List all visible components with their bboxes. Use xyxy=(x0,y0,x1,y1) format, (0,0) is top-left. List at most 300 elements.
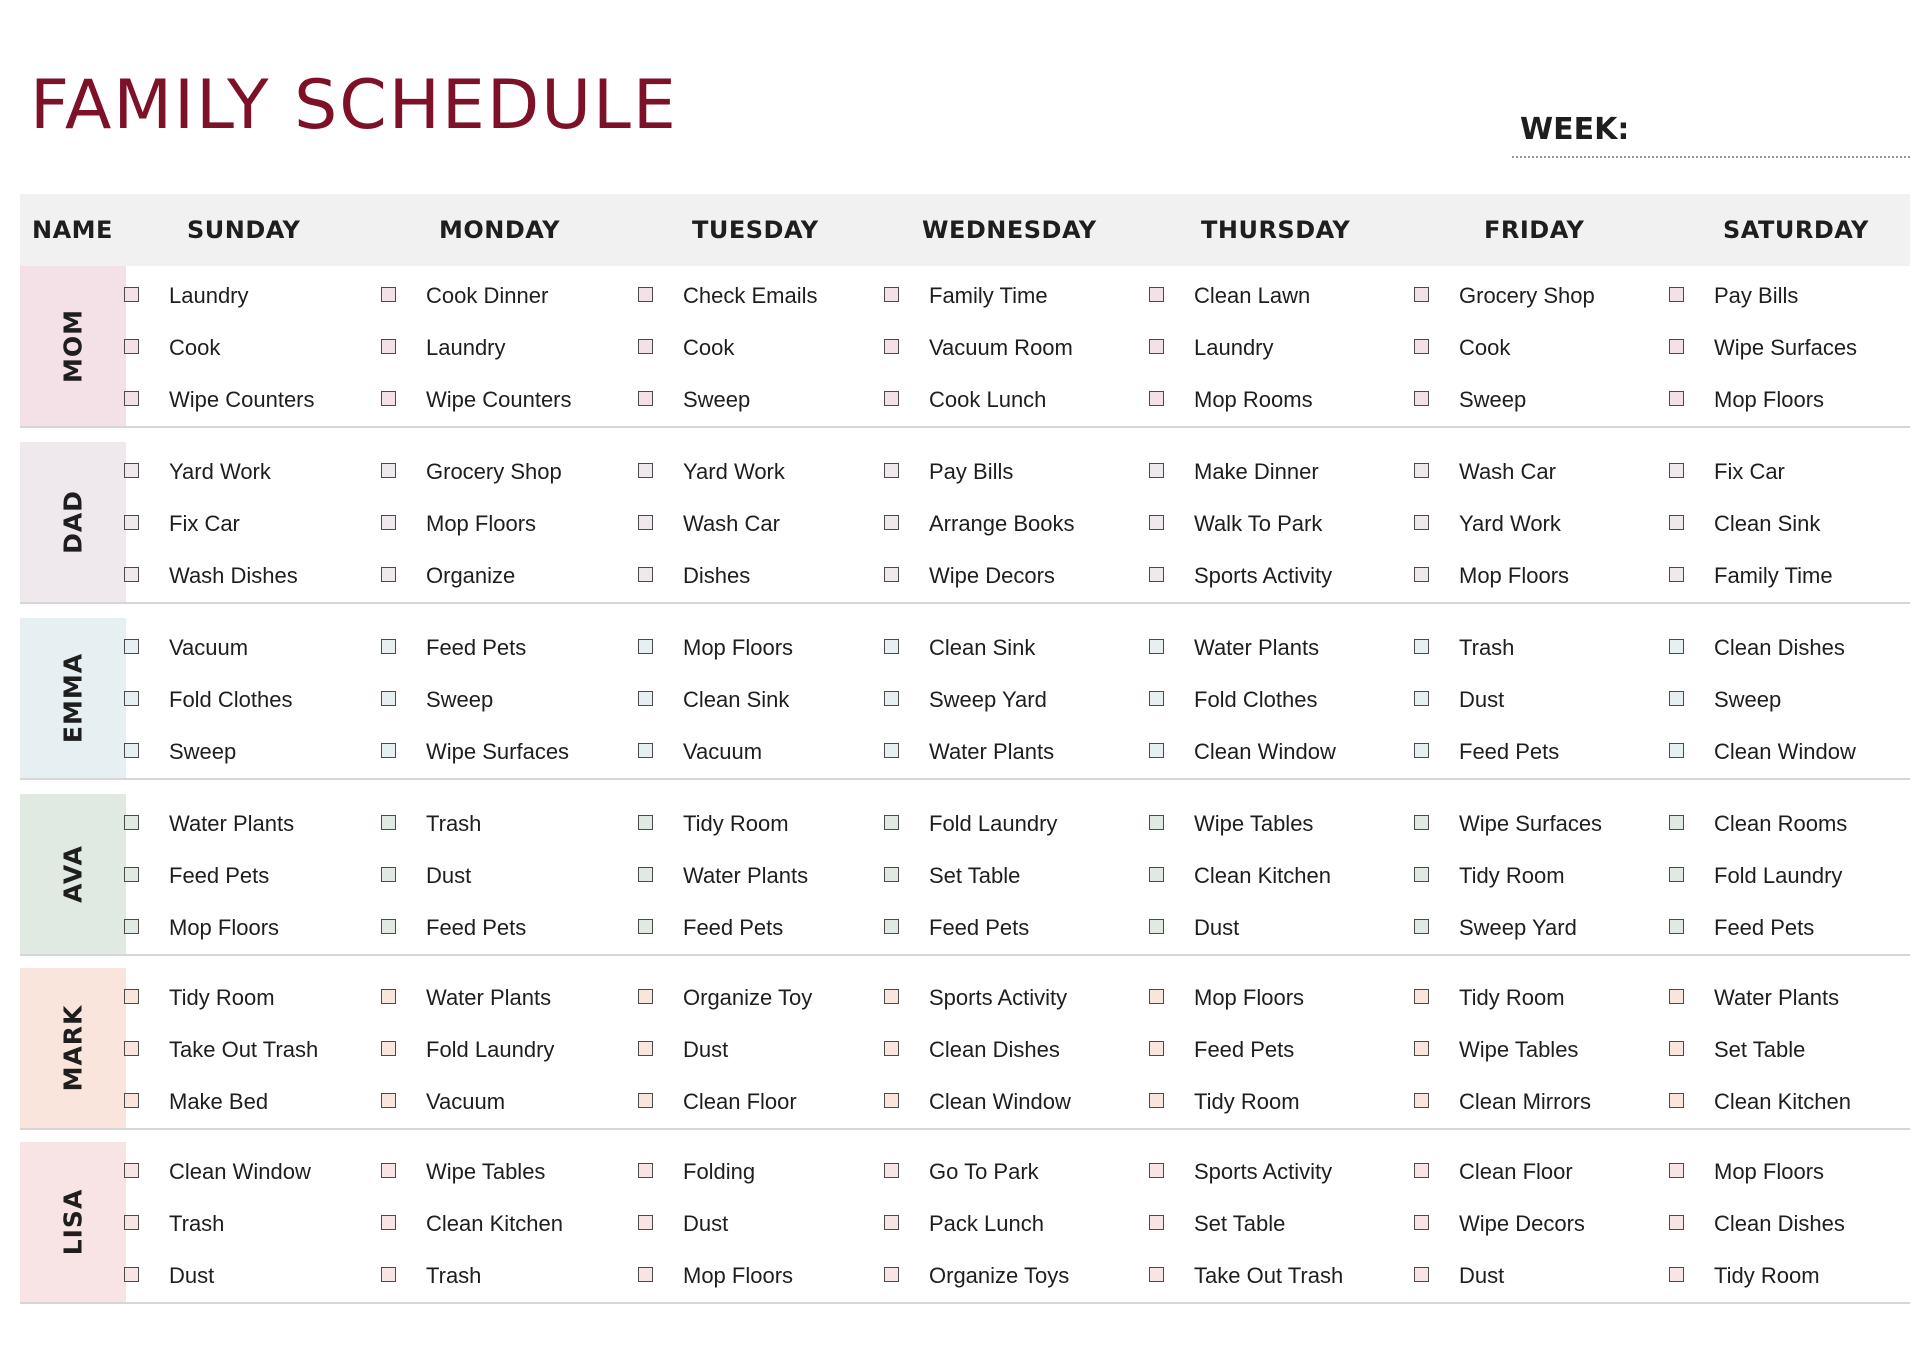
task-checkbox[interactable] xyxy=(638,743,653,758)
task-checkbox[interactable] xyxy=(124,989,139,1004)
task-item-sunday xyxy=(124,798,294,850)
task-checkbox[interactable] xyxy=(1414,515,1429,530)
task-checkbox[interactable] xyxy=(381,1215,396,1230)
task-checkbox[interactable] xyxy=(1149,1215,1164,1230)
task-checkbox[interactable] xyxy=(1669,1093,1684,1108)
task-label: Wipe Decors xyxy=(1459,1211,1585,1236)
task-item-monday xyxy=(381,1250,481,1302)
task-checkbox[interactable] xyxy=(1414,691,1429,706)
task-label: Wipe Counters xyxy=(169,387,315,412)
task-item-friday xyxy=(1414,972,1565,1024)
task-label: Arrange Books xyxy=(929,511,1075,536)
task-label: Clean Sink xyxy=(1714,511,1821,536)
task-checkbox[interactable] xyxy=(124,567,139,582)
task-item-tuesday xyxy=(638,1024,728,1076)
task-checkbox[interactable] xyxy=(884,639,899,654)
task-checkbox[interactable] xyxy=(884,691,899,706)
task-item-friday xyxy=(1414,1198,1585,1250)
task-item-friday xyxy=(1414,902,1577,954)
task-item-monday xyxy=(381,850,471,902)
task-label: Set Table xyxy=(1194,1211,1286,1236)
task-checkbox[interactable] xyxy=(1669,463,1684,478)
task-item-saturday xyxy=(1669,1146,1824,1198)
header-name: NAME xyxy=(32,216,113,244)
task-checkbox[interactable] xyxy=(884,515,899,530)
task-label: Make Dinner xyxy=(1194,459,1319,484)
task-checkbox[interactable] xyxy=(884,567,899,582)
task-checkbox[interactable] xyxy=(1149,1093,1164,1108)
task-item-saturday xyxy=(1669,674,1781,726)
task-item-wednesday xyxy=(884,1024,1060,1076)
person-name: DAD xyxy=(58,490,88,554)
task-checkbox[interactable] xyxy=(381,1163,396,1178)
task-item-saturday xyxy=(1669,798,1847,850)
task-checkbox[interactable] xyxy=(1149,515,1164,530)
task-label: Laundry xyxy=(1194,335,1274,360)
task-checkbox[interactable] xyxy=(381,989,396,1004)
task-item-sunday xyxy=(124,322,220,374)
task-label: Yard Work xyxy=(169,459,271,484)
task-checkbox[interactable] xyxy=(638,339,653,354)
header-saturday: SATURDAY xyxy=(1723,216,1869,244)
task-label: Clean Mirrors xyxy=(1459,1089,1592,1114)
task-item-tuesday xyxy=(638,550,750,602)
task-item-monday xyxy=(381,1198,563,1250)
task-item-tuesday xyxy=(638,1146,755,1198)
task-item-wednesday xyxy=(884,674,1047,726)
task-checkbox[interactable] xyxy=(884,339,899,354)
task-label: Trash xyxy=(426,1263,482,1288)
task-item-sunday xyxy=(124,674,293,726)
task-checkbox[interactable] xyxy=(124,1163,139,1178)
task-checkbox[interactable] xyxy=(124,1267,139,1282)
task-item-tuesday xyxy=(638,798,789,850)
person-row-lisa xyxy=(20,1142,1910,1304)
task-checkbox[interactable] xyxy=(1669,515,1684,530)
task-label: Make Bed xyxy=(169,1089,269,1114)
task-item-monday xyxy=(381,1024,554,1076)
task-item-saturday xyxy=(1669,1024,1805,1076)
task-item-friday xyxy=(1414,674,1504,726)
task-checkbox[interactable] xyxy=(638,1041,653,1056)
person-name: MARK xyxy=(58,1004,88,1092)
task-label: Fold Laundry xyxy=(426,1037,555,1062)
task-checkbox[interactable] xyxy=(124,1041,139,1056)
task-checkbox[interactable] xyxy=(884,1163,899,1178)
task-item-wednesday xyxy=(884,270,1048,322)
task-checkbox[interactable] xyxy=(1669,1267,1684,1282)
task-item-tuesday xyxy=(638,498,780,550)
task-checkbox[interactable] xyxy=(1414,339,1429,354)
task-label: Cook xyxy=(169,335,221,360)
task-checkbox[interactable] xyxy=(884,989,899,1004)
task-checkbox[interactable] xyxy=(381,867,396,882)
task-checkbox[interactable] xyxy=(638,1215,653,1230)
task-checkbox[interactable] xyxy=(124,639,139,654)
task-item-friday xyxy=(1414,322,1510,374)
task-checkbox[interactable] xyxy=(1669,867,1684,882)
task-checkbox[interactable] xyxy=(638,867,653,882)
task-item-sunday xyxy=(124,850,269,902)
task-checkbox[interactable] xyxy=(381,287,396,302)
task-item-sunday xyxy=(124,446,271,498)
task-label: Wash Dishes xyxy=(169,563,298,588)
task-label: Organize Toys xyxy=(929,1263,1070,1288)
task-checkbox[interactable] xyxy=(638,287,653,302)
task-item-thursday xyxy=(1149,1076,1300,1128)
task-checkbox[interactable] xyxy=(884,1041,899,1056)
task-checkbox[interactable] xyxy=(1149,919,1164,934)
task-item-friday xyxy=(1414,270,1595,322)
task-label: Clean Sink xyxy=(683,687,790,712)
person-name: MOM xyxy=(58,308,88,384)
task-checkbox[interactable] xyxy=(638,1267,653,1282)
task-checkbox[interactable] xyxy=(1669,919,1684,934)
task-item-tuesday xyxy=(638,1250,793,1302)
task-label: Laundry xyxy=(169,283,249,308)
task-label: Sweep Yard xyxy=(929,687,1047,712)
task-checkbox[interactable] xyxy=(1669,567,1684,582)
name-cell xyxy=(20,794,126,954)
header-monday: MONDAY xyxy=(439,216,560,244)
task-checkbox[interactable] xyxy=(1669,1215,1684,1230)
task-item-tuesday xyxy=(638,322,734,374)
task-item-friday xyxy=(1414,446,1556,498)
task-item-tuesday xyxy=(638,850,808,902)
task-item-saturday xyxy=(1669,902,1814,954)
task-label: Sweep xyxy=(1459,387,1527,412)
week-field[interactable] xyxy=(1512,112,1910,158)
task-item-wednesday xyxy=(884,374,1046,426)
task-item-thursday xyxy=(1149,1146,1332,1198)
task-checkbox[interactable] xyxy=(1149,1041,1164,1056)
task-label: Cook xyxy=(1459,335,1511,360)
task-item-sunday xyxy=(124,972,275,1024)
task-checkbox[interactable] xyxy=(1149,815,1164,830)
task-item-thursday xyxy=(1149,446,1319,498)
task-checkbox[interactable] xyxy=(884,1093,899,1108)
task-label: Organize xyxy=(426,563,516,588)
task-label: Dust xyxy=(1459,1263,1505,1288)
task-checkbox[interactable] xyxy=(1149,1267,1164,1282)
task-label: Wash Car xyxy=(683,511,780,536)
task-checkbox[interactable] xyxy=(381,691,396,706)
task-checkbox[interactable] xyxy=(124,339,139,354)
task-checkbox[interactable] xyxy=(1149,339,1164,354)
task-label: Water Plants xyxy=(929,739,1055,764)
task-item-saturday xyxy=(1669,550,1833,602)
task-label: Pay Bills xyxy=(929,459,1014,484)
task-checkbox[interactable] xyxy=(1414,867,1429,882)
task-label: Sweep xyxy=(169,739,237,764)
task-item-thursday xyxy=(1149,374,1313,426)
task-item-sunday xyxy=(124,622,248,674)
task-label: Vacuum xyxy=(426,1089,506,1114)
name-cell xyxy=(20,266,126,426)
task-label: Cook Dinner xyxy=(426,283,549,308)
task-item-monday xyxy=(381,674,493,726)
task-checkbox[interactable] xyxy=(1669,815,1684,830)
task-label: Dust xyxy=(683,1211,729,1236)
task-item-thursday xyxy=(1149,850,1331,902)
task-checkbox[interactable] xyxy=(638,989,653,1004)
task-checkbox[interactable] xyxy=(124,391,139,406)
task-checkbox[interactable] xyxy=(638,815,653,830)
task-item-wednesday xyxy=(884,550,1055,602)
task-item-monday xyxy=(381,374,572,426)
task-checkbox[interactable] xyxy=(1414,919,1429,934)
task-checkbox[interactable] xyxy=(124,691,139,706)
task-checkbox[interactable] xyxy=(1414,287,1429,302)
task-item-friday xyxy=(1414,850,1565,902)
task-item-friday xyxy=(1414,622,1514,674)
task-label: Clean Floor xyxy=(1459,1159,1573,1184)
task-checkbox[interactable] xyxy=(1414,743,1429,758)
task-item-thursday xyxy=(1149,1024,1294,1076)
person-row-emma xyxy=(20,618,1910,780)
task-checkbox[interactable] xyxy=(638,1163,653,1178)
task-label: Clean Lawn xyxy=(1194,283,1311,308)
task-checkbox[interactable] xyxy=(381,919,396,934)
task-label: Mop Floors xyxy=(1459,563,1570,588)
task-label: Take Out Trash xyxy=(169,1037,319,1062)
task-checkbox[interactable] xyxy=(1669,391,1684,406)
task-item-sunday xyxy=(124,1250,214,1302)
task-item-friday xyxy=(1414,550,1569,602)
task-checkbox[interactable] xyxy=(124,815,139,830)
task-label: Wipe Tables xyxy=(1459,1037,1579,1062)
task-item-friday xyxy=(1414,798,1602,850)
task-checkbox[interactable] xyxy=(1149,1163,1164,1178)
task-checkbox[interactable] xyxy=(638,639,653,654)
task-item-sunday xyxy=(124,270,249,322)
task-label: Mop Floors xyxy=(169,915,280,940)
task-label: Clean Window xyxy=(1194,739,1336,764)
task-item-saturday xyxy=(1669,1198,1845,1250)
task-label: Feed Pets xyxy=(426,635,527,660)
task-item-monday xyxy=(381,1146,545,1198)
task-checkbox[interactable] xyxy=(124,463,139,478)
task-checkbox[interactable] xyxy=(1149,639,1164,654)
task-checkbox[interactable] xyxy=(1669,287,1684,302)
task-checkbox[interactable] xyxy=(884,815,899,830)
task-label: Dishes xyxy=(683,563,751,588)
task-checkbox[interactable] xyxy=(1414,1041,1429,1056)
task-item-tuesday xyxy=(638,674,789,726)
task-checkbox[interactable] xyxy=(381,567,396,582)
task-label: Folding xyxy=(683,1159,756,1184)
task-label: Mop Floors xyxy=(426,511,537,536)
task-item-tuesday xyxy=(638,972,812,1024)
task-checkbox[interactable] xyxy=(638,919,653,934)
task-checkbox[interactable] xyxy=(1149,567,1164,582)
task-label: Tidy Room xyxy=(1194,1089,1300,1114)
task-checkbox[interactable] xyxy=(1414,815,1429,830)
task-checkbox[interactable] xyxy=(1414,391,1429,406)
task-checkbox[interactable] xyxy=(124,1093,139,1108)
task-item-wednesday xyxy=(884,446,1013,498)
task-label: Pay Bills xyxy=(1714,283,1799,308)
task-item-wednesday xyxy=(884,902,1029,954)
task-checkbox[interactable] xyxy=(638,463,653,478)
task-label: Wipe Counters xyxy=(426,387,572,412)
task-label: Mop Floors xyxy=(683,635,794,660)
task-checkbox[interactable] xyxy=(381,1267,396,1282)
task-label: Wash Car xyxy=(1459,459,1556,484)
task-checkbox[interactable] xyxy=(638,691,653,706)
task-item-sunday xyxy=(124,726,236,778)
person-row-mom xyxy=(20,266,1910,428)
task-item-monday xyxy=(381,446,562,498)
task-checkbox[interactable] xyxy=(1669,743,1684,758)
task-label: Family Time xyxy=(1714,563,1833,588)
task-item-saturday xyxy=(1669,622,1845,674)
task-checkbox[interactable] xyxy=(638,391,653,406)
task-checkbox[interactable] xyxy=(124,1215,139,1230)
task-item-thursday xyxy=(1149,726,1336,778)
task-checkbox[interactable] xyxy=(1414,1267,1429,1282)
task-label: Wipe Surfaces xyxy=(426,739,570,764)
task-checkbox[interactable] xyxy=(1669,339,1684,354)
task-checkbox[interactable] xyxy=(1414,1163,1429,1178)
task-checkbox[interactable] xyxy=(1149,743,1164,758)
task-checkbox[interactable] xyxy=(1149,391,1164,406)
task-checkbox[interactable] xyxy=(1414,1215,1429,1230)
task-item-thursday xyxy=(1149,1198,1285,1250)
task-item-thursday xyxy=(1149,902,1239,954)
task-item-thursday xyxy=(1149,798,1313,850)
header-tuesday: TUESDAY xyxy=(692,216,819,244)
task-label: Clean Window xyxy=(169,1159,311,1184)
task-checkbox[interactable] xyxy=(884,1267,899,1282)
task-label: Feed Pets xyxy=(683,915,784,940)
name-cell xyxy=(20,442,126,602)
task-checkbox[interactable] xyxy=(884,1215,899,1230)
task-item-tuesday xyxy=(638,1198,728,1250)
task-checkbox[interactable] xyxy=(124,743,139,758)
task-checkbox[interactable] xyxy=(1414,639,1429,654)
task-label: Clean Sink xyxy=(929,635,1036,660)
task-checkbox[interactable] xyxy=(1149,989,1164,1004)
task-item-tuesday xyxy=(638,902,783,954)
task-checkbox[interactable] xyxy=(1669,1041,1684,1056)
task-checkbox[interactable] xyxy=(638,515,653,530)
task-label: Mop Floors xyxy=(683,1263,794,1288)
task-label: Clean Window xyxy=(929,1089,1071,1114)
task-item-thursday xyxy=(1149,674,1318,726)
person-name: LISA xyxy=(58,1188,88,1256)
task-label: Fold Laundry xyxy=(1714,863,1843,888)
task-label: Water Plants xyxy=(169,811,295,836)
task-label: Feed Pets xyxy=(1194,1037,1295,1062)
task-label: Cook Lunch xyxy=(929,387,1047,412)
task-checkbox[interactable] xyxy=(381,1093,396,1108)
task-checkbox[interactable] xyxy=(1149,287,1164,302)
task-checkbox[interactable] xyxy=(381,1041,396,1056)
task-item-wednesday xyxy=(884,726,1054,778)
task-label: Sweep xyxy=(1714,687,1782,712)
task-label: Pack Lunch xyxy=(929,1211,1044,1236)
task-label: Feed Pets xyxy=(169,863,270,888)
task-checkbox[interactable] xyxy=(381,391,396,406)
task-label: Dust xyxy=(683,1037,729,1062)
task-label: Sweep xyxy=(683,387,751,412)
task-label: Wipe Decors xyxy=(929,563,1055,588)
task-label: Fold Clothes xyxy=(1194,687,1318,712)
task-label: Clean Dishes xyxy=(1714,1211,1845,1236)
task-checkbox[interactable] xyxy=(1149,691,1164,706)
task-checkbox[interactable] xyxy=(884,919,899,934)
task-label: Water Plants xyxy=(1714,985,1840,1010)
task-item-saturday xyxy=(1669,850,1842,902)
task-checkbox[interactable] xyxy=(638,567,653,582)
task-item-friday xyxy=(1414,726,1559,778)
task-label: Yard Work xyxy=(1459,511,1561,536)
task-checkbox[interactable] xyxy=(1669,1163,1684,1178)
task-label: Water Plants xyxy=(1194,635,1320,660)
task-checkbox[interactable] xyxy=(381,815,396,830)
task-checkbox[interactable] xyxy=(381,639,396,654)
task-checkbox[interactable] xyxy=(884,287,899,302)
task-checkbox[interactable] xyxy=(1669,989,1684,1004)
task-item-saturday xyxy=(1669,1250,1820,1302)
task-checkbox[interactable] xyxy=(1149,463,1164,478)
task-item-sunday xyxy=(124,1198,224,1250)
task-checkbox[interactable] xyxy=(884,867,899,882)
task-item-tuesday xyxy=(638,622,793,674)
task-item-friday xyxy=(1414,374,1526,426)
task-item-friday xyxy=(1414,1250,1504,1302)
task-label: Clean Dishes xyxy=(929,1037,1060,1062)
task-label: Clean Kitchen xyxy=(1714,1089,1851,1114)
task-label: Water Plants xyxy=(426,985,552,1010)
task-label: Sports Activity xyxy=(1194,1159,1333,1184)
task-label: Family Time xyxy=(929,283,1048,308)
task-checkbox[interactable] xyxy=(884,391,899,406)
name-cell xyxy=(20,618,126,778)
task-item-thursday xyxy=(1149,972,1304,1024)
task-checkbox[interactable] xyxy=(124,919,139,934)
task-checkbox[interactable] xyxy=(124,515,139,530)
task-checkbox[interactable] xyxy=(1414,1093,1429,1108)
task-item-monday xyxy=(381,972,551,1024)
task-checkbox[interactable] xyxy=(381,339,396,354)
task-item-monday xyxy=(381,902,526,954)
task-checkbox[interactable] xyxy=(1414,989,1429,1004)
task-checkbox[interactable] xyxy=(1669,639,1684,654)
task-checkbox[interactable] xyxy=(1669,691,1684,706)
task-checkbox[interactable] xyxy=(884,463,899,478)
task-checkbox[interactable] xyxy=(1149,867,1164,882)
task-checkbox[interactable] xyxy=(1414,567,1429,582)
task-checkbox[interactable] xyxy=(381,515,396,530)
header-friday: FRIDAY xyxy=(1484,216,1585,244)
page-title: FAMILY SCHEDULE xyxy=(30,66,678,145)
task-checkbox[interactable] xyxy=(124,287,139,302)
task-checkbox[interactable] xyxy=(1414,463,1429,478)
task-label: Sports Activity xyxy=(929,985,1068,1010)
task-checkbox[interactable] xyxy=(381,743,396,758)
task-item-monday xyxy=(381,726,569,778)
task-checkbox[interactable] xyxy=(638,1093,653,1108)
person-name: AVA xyxy=(58,845,88,903)
task-checkbox[interactable] xyxy=(381,463,396,478)
task-checkbox[interactable] xyxy=(124,867,139,882)
task-item-thursday xyxy=(1149,498,1322,550)
task-checkbox[interactable] xyxy=(884,743,899,758)
task-item-wednesday xyxy=(884,972,1067,1024)
task-item-monday xyxy=(381,498,536,550)
